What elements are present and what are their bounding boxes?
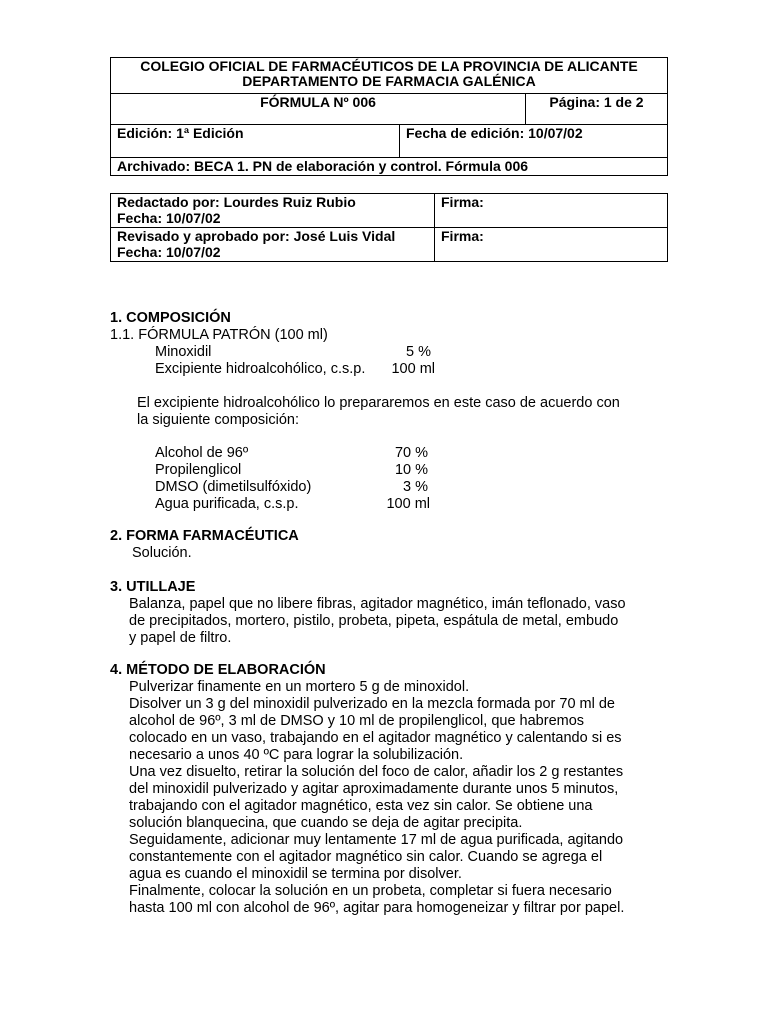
excipient-row	[155, 445, 430, 462]
reviewed-date: Fecha: 10/07/02	[117, 244, 221, 260]
text-line: Una vez disuelto, retirar la solución del foco de calor, añadir los 2 g restantes	[129, 764, 624, 780]
formula-ingredient: Minoxidil	[155, 344, 212, 360]
formula-number: FÓRMULA Nº 006	[111, 94, 526, 125]
drafted-by: Redactado por: Lourdes Ruiz Rubio	[117, 194, 356, 210]
formula-ingredient: Excipiente hidroalcohólico, c.s.p.	[155, 361, 366, 377]
text-line: Disolver un 3 g del minoxidil pulverizado en la mezcla formada por 70 ml de	[129, 696, 615, 712]
archived: Archivado: BECA 1. PN de elaboración y control. Fórmula 006	[111, 158, 668, 176]
excipient-ingredient: Agua purificada, c.s.p.	[155, 496, 299, 512]
section2-text: Solución.	[132, 545, 192, 561]
section2-heading: 2. FORMA FARMACÉUTICA	[110, 528, 299, 544]
excipient-intro	[137, 395, 620, 429]
text-line: agua es cuando el minoxidil se termina por disolver.	[129, 866, 462, 882]
excipient-row	[155, 479, 430, 496]
text-line: de precipitados, mortero, pistilo, probeta, pipeta, espátula de metal, embudo	[129, 613, 619, 629]
excipient-ingredient: Propilenglicol	[155, 462, 242, 478]
signature-table	[110, 193, 668, 262]
text-line: Balanza, papel que no libere fibras, agitador magnético, imán teflonado, vaso	[129, 596, 626, 612]
excipient-amount: 100 ml	[386, 496, 430, 512]
formula-amount: 100 ml	[391, 361, 435, 377]
text-line: y papel de filtro.	[129, 630, 232, 646]
page-number: Página: 1 de 2	[526, 94, 668, 125]
text-line: del minoxidil pulverizado y agitar aproximadamente durante unos 5 minutos,	[129, 781, 619, 797]
section3-text	[129, 596, 659, 647]
excipient-amount: 10 %	[394, 462, 428, 478]
text-line: necesario a unos 40 ºC para lograr la solubilización.	[129, 747, 464, 763]
excipient-intro-line: El excipiente hidroalcohólico lo prepararemos en este caso de acuerdo con	[137, 395, 620, 411]
text-line: colocado en un vaso, trabajando en el agitador magnético y calentando si es	[129, 730, 622, 746]
section3-heading: 3. UTILLAJE	[110, 579, 196, 595]
formula-row	[155, 344, 435, 361]
section4-text	[129, 679, 659, 917]
excipient-table	[155, 445, 430, 513]
header-table	[110, 57, 668, 125]
excipient-amount: 70 %	[394, 445, 428, 461]
section1-subheading: 1.1. FÓRMULA PATRÓN (100 ml)	[110, 327, 328, 343]
formula-amount: 5 %	[406, 344, 431, 360]
drafted-signature: Firma:	[435, 194, 668, 228]
text-line: Seguidamente, adicionar muy lentamente 17 ml de agua purificada, agitando	[129, 832, 624, 848]
department-name: DEPARTAMENTO DE FARMACIA GALÉNICA	[242, 73, 536, 89]
edition-date: Fecha de edición: 10/07/02	[400, 125, 668, 158]
reviewed-signature: Firma:	[435, 228, 668, 262]
text-line: Pulverizar finamente en un mortero 5 g de minoxidol.	[129, 679, 470, 695]
section4-heading: 4. MÉTODO DE ELABORACIÓN	[110, 662, 326, 678]
excipient-ingredient: Alcohol de 96º	[155, 445, 249, 461]
excipient-row	[155, 462, 430, 479]
excipient-row	[155, 496, 430, 513]
excipient-amount: 3 %	[403, 479, 428, 495]
excipient-intro-line: la siguiente composición:	[137, 412, 300, 428]
reviewed-by: Revisado y aprobado por: José Luis Vidal	[117, 228, 396, 244]
text-line: hasta 100 ml con alcohol de 96º, agitar para homogeneizar y filtrar por papel.	[129, 900, 625, 916]
edition: Edición: 1ª Edición	[111, 125, 400, 158]
formula-row	[155, 361, 437, 378]
drafted-cell	[111, 194, 435, 228]
institution-name: COLEGIO OFICIAL DE FARMACÉUTICOS DE LA PROVINCIA DE ALICANTE	[140, 58, 638, 74]
section1-heading: 1. COMPOSICIÓN	[110, 310, 231, 326]
edition-table	[110, 124, 668, 176]
text-line: trabajando con el agitador magnético, esta vez sin calor. Se obtiene una	[129, 798, 593, 814]
text-line: alcohol de 96º, 3 ml de DMSO y 10 ml de propilenglicol, que habremos	[129, 713, 585, 729]
text-line: Finalmente, colocar la solución en un probeta, completar si fuera necesario	[129, 883, 612, 899]
excipient-ingredient: DMSO (dimetilsulfóxido)	[155, 479, 312, 495]
header-title-cell	[111, 58, 668, 94]
drafted-date: Fecha: 10/07/02	[117, 210, 221, 226]
text-line: constantemente con el agitador magnético sin calor. Cuando se agrega el	[129, 849, 603, 865]
reviewed-cell	[111, 228, 435, 262]
text-line: solución blanquecina, que cuando se deja de agitar precipita.	[129, 815, 523, 831]
